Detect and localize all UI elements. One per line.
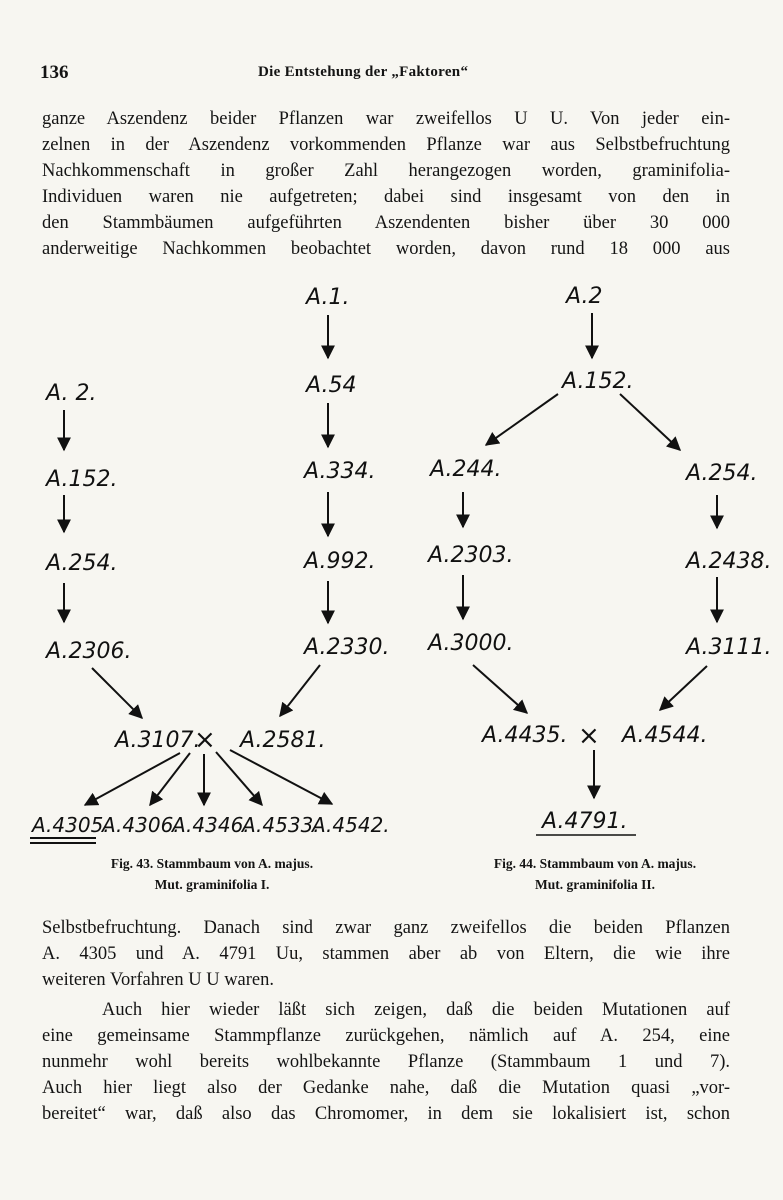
fig43-offspring: A.4305. [32,813,110,837]
fig44-caption [430,853,760,895]
text-line: Auch hier wieder läßt sich zeigen, daß die beiden Mutationen auf [102,1000,730,1020]
fig43-node: A.54 [306,373,357,398]
fig43-node: A.152. [46,467,118,492]
fig43-offspring: A.4542. [312,813,390,837]
text-line: Nachkommenschaft in großer Zahl herangezogen worden, graminifolia- [42,161,730,181]
caption-line: Mut. graminifolia I. [154,877,270,892]
text-line: A. 4305 und A. 4791 Uu, stammen aber ab von Eltern, die wie ihre [42,944,730,964]
fig43-node: A.2306. [46,639,132,664]
fig44-node: A.244. [430,457,502,482]
text-line: Selbstbefruchtung. Danach sind zwar ganz zweifellos die beiden Pflanzen [42,918,730,938]
text-line: Individuen waren nie aufgetreten; dabei sind insgesamt von den in [42,187,730,207]
page-header [40,62,740,88]
fig43-node: A.992. [304,549,376,574]
fig43-offspring: A.4306. [102,813,180,837]
fig43-node: A.334. [304,459,376,484]
fig44-node: A.152. [562,369,634,394]
fig44-node: A.3111. [686,635,772,660]
text-line: weiteren Vorfahren U U waren. [42,970,275,990]
fig43-node: A.1. [306,285,350,310]
text-line: eine gemeinsame Stammpflanze zurückgehen, nämlich auf A. 254, eine [42,1026,730,1046]
fig43-node: A.254. [46,551,118,576]
text-line: anderweitige Nachkommen beobachtet worden, davon rund 18 000 aus [42,239,730,259]
text-line: zelnen in der Aszendenz vorkommenden Pflanze war aus Selbstbefruchtung [42,135,730,155]
page-number: 136 [40,62,69,83]
text-line: bereitet“ war, daß also das Chromomer, in dem sie lokalisiert ist, schon [42,1104,730,1124]
fig44-cross-left: A.4435. [482,723,568,748]
fig44-cross-right: A.4544. [622,723,708,748]
text-line: nunmehr wohl bereits wohlbekannte Pflanze (Stammbaum 1 und 7). [42,1052,730,1072]
running-title: Die Entstehung der „Faktoren“ [258,64,469,80]
text-line: den Stammbäumen aufgeführten Aszendenten bisher über 30 000 [42,213,730,233]
caption-line: Mut. graminifolia II. [535,877,655,892]
fig44-node: A.2 [566,284,603,309]
fig43-cross-right: A.2581. [240,728,326,753]
text-line: Auch hier liegt also der Gedanke nahe, daß die Mutation quasi „vor- [42,1078,730,1098]
fig43-cross-left: A.3107. [115,728,201,753]
fig44-node: A.254. [686,461,758,486]
paragraph-bottom [42,997,730,1127]
paragraph-top [42,106,730,262]
text-line: ganze Aszendenz beider Pflanzen war zweifellos U U. Von jeder ein- [42,109,730,129]
fig44-node: A.2438. [686,549,772,574]
fig44-node: A.2303. [428,543,514,568]
fig43-node: A. 2. [46,381,97,406]
pedigree-diagrams [0,270,783,850]
fig44-cross-sign: × [578,721,600,751]
fig43-cross-sign: × [194,725,216,755]
caption-line: Fig. 43. Stammbaum von A. majus. [110,856,314,871]
fig43-offspring: A.4533. [242,813,320,837]
fig44-node: A.3000. [428,631,514,656]
fig43-offspring: A.4346. [172,813,250,837]
fig44-result: A.4791. [542,809,628,834]
paragraph-middle [42,915,730,993]
fig43-node: A.2330. [304,635,390,660]
fig43-caption [62,853,362,895]
caption-line: Fig. 44. Stammbaum von A. majus. [493,856,697,871]
